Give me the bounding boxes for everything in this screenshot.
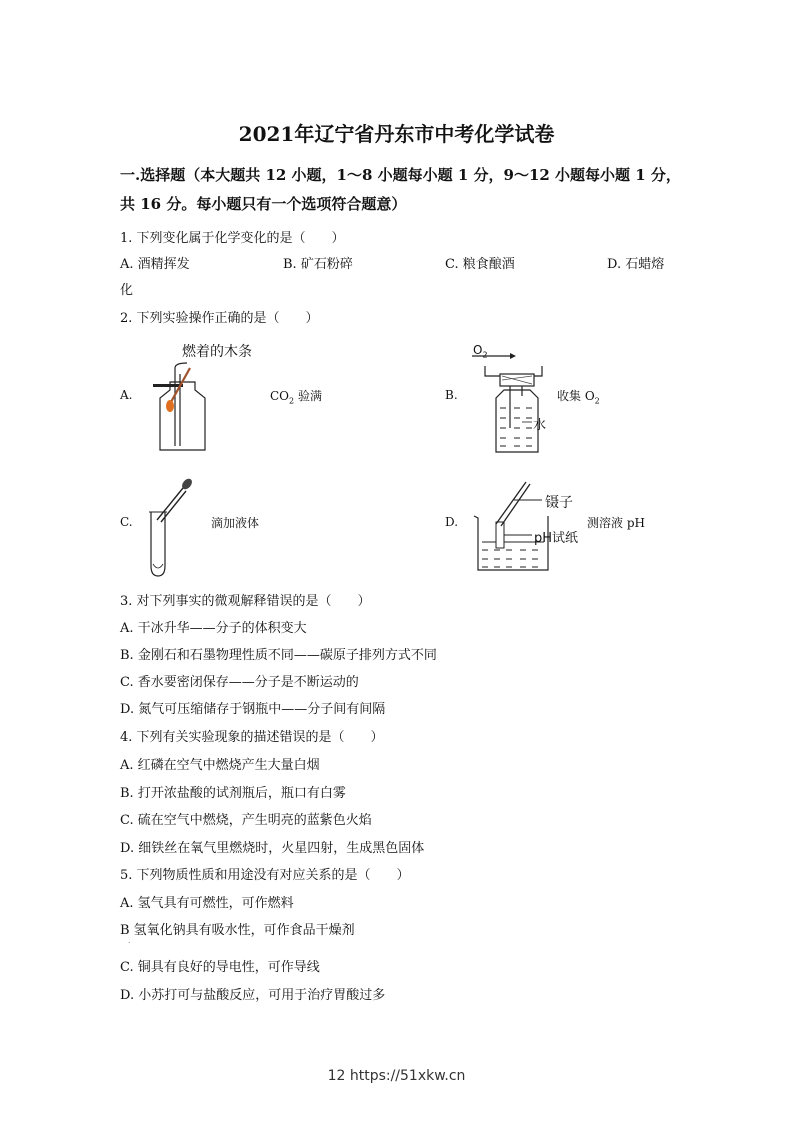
- q5-option-b: B 氢氧化钠具有吸水性，可作食品干燥剂: [120, 923, 355, 938]
- q3-stem: 3. 对下列事实的微观解释错误的是（ ）: [120, 594, 371, 609]
- q2-option-a-caption: $CO_2$ 验满: [270, 389, 322, 406]
- q5-stem: 5. 下列物质性质和用途没有对应关系的是（ ）: [120, 868, 410, 883]
- q3-option-a: A. 干冰升华——分子的体积变大: [120, 621, 307, 636]
- dropper-test-tube-diagram: [145, 476, 205, 581]
- water-label: 水: [533, 418, 547, 433]
- q1-stem: 1. 下列变化属于化学变化的是（ ）: [120, 231, 345, 246]
- ph-paper-label: pH试纸: [534, 531, 579, 546]
- q5-option-a: A. 氢气具有可燃性，可作燃料: [120, 896, 294, 911]
- q1-option-b: B. 矿石粉碎: [283, 257, 353, 272]
- co2-check-bottle-diagram: [145, 360, 215, 455]
- q4-option-a: A. 红磷在空气中燃烧产生大量白烟: [120, 758, 320, 773]
- q3-option-d: D. 氮气可压缩储存于钢瓶中——分子间有间隔: [120, 702, 386, 717]
- q5-option-d: D. 小苏打可与盐酸反应，可用于治疗胃酸过多: [120, 988, 386, 1003]
- q5-option-c: C. 铜具有良好的导电性，可作导线: [120, 960, 320, 975]
- q2-option-c-letter: C.: [120, 515, 133, 529]
- tweezers-label: 镊子: [545, 495, 573, 511]
- q2-option-d-caption: 测溶液 pH: [587, 516, 645, 530]
- q2-option-b-letter: B.: [445, 388, 458, 402]
- q2-option-b-caption: 收集 $O_2$: [557, 389, 600, 406]
- q4-stem: 4. 下列有关实验现象的描述错误的是（ ）: [120, 730, 384, 745]
- q3-option-c: C. 香水要密闭保存——分子是不断运动的: [120, 675, 359, 690]
- q3-option-b: B. 金刚石和石墨物理性质不同——碳原子排列方式不同: [120, 648, 437, 663]
- q4-option-b: B. 打开浓盐酸的试剂瓶后，瓶口有白雾: [120, 786, 346, 801]
- q4-option-d: D. 细铁丝在氧气里燃烧时，火星四射，生成黑色固体: [120, 841, 425, 856]
- q1-option-d: D. 石蜡熔: [607, 257, 665, 272]
- section-heading-line2: 共 16 分。每小题只有一个选项符合题意）: [120, 195, 407, 213]
- q5-option-b-dot: .: [128, 936, 131, 945]
- oxygen-gas-label: $O_2$: [473, 343, 488, 360]
- q1-option-d-continued: 化: [120, 283, 134, 298]
- section-heading-line1: 一.选择题（本大题共 12 小题，1～8 小题每小题 1 分，9～12 小题每小题 1 分，: [120, 166, 681, 184]
- burning-stick-label: 燃着的木条: [182, 344, 252, 360]
- q2-stem: 2. 下列实验操作正确的是（ ）: [120, 311, 319, 326]
- q2-option-d-letter: D.: [445, 515, 459, 529]
- q4-option-c: C. 硫在空气中燃烧，产生明亮的蓝紫色火焰: [120, 813, 372, 828]
- q1-option-a: A. 酒精挥发: [120, 257, 190, 272]
- q1-option-c: C. 粮食酿酒: [445, 257, 515, 272]
- page-footer: 12 https://51xkw.cn: [327, 1068, 466, 1084]
- page-title: 2021年辽宁省丹东市中考化学试卷: [238, 122, 555, 146]
- gas-collection-bottle-diagram: [470, 352, 560, 457]
- q2-option-a-letter: A.: [120, 388, 133, 402]
- q2-option-c-caption: 滴加液体: [211, 516, 260, 530]
